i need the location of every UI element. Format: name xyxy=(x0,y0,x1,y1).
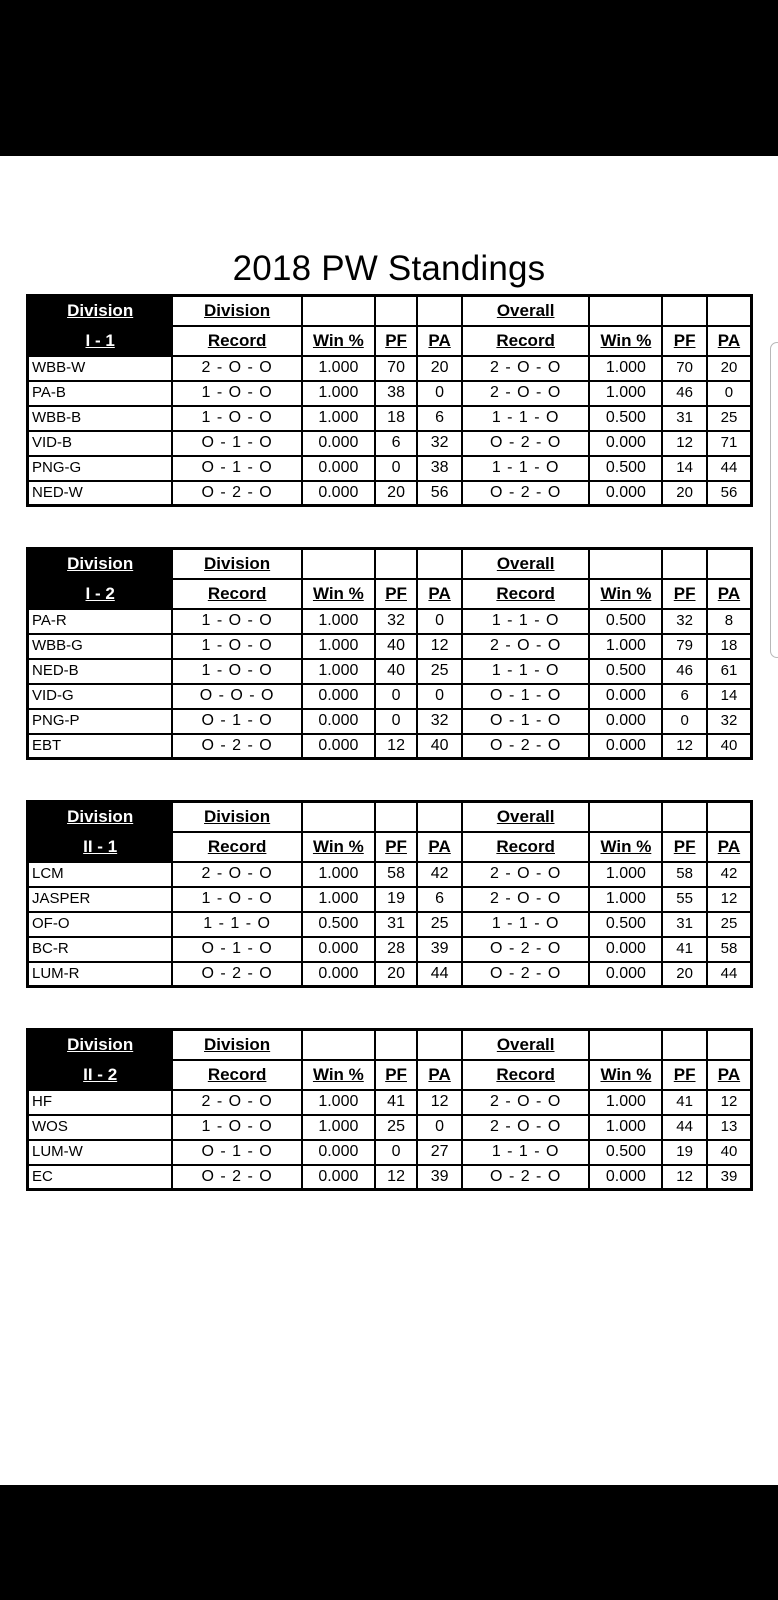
overall-win-pct: 1.000 xyxy=(589,634,662,659)
division-pf: 0 xyxy=(375,456,418,481)
team-name: NED-W xyxy=(28,481,173,506)
division-pa: 20 xyxy=(417,356,462,381)
overall-win-pct: 1.000 xyxy=(589,887,662,912)
overall-pf: 19 xyxy=(662,1140,707,1165)
overall-group-header: Overall xyxy=(462,296,590,326)
overall-group-header: Overall xyxy=(462,1030,590,1060)
overall-pa: 56 xyxy=(707,481,752,506)
header-blank xyxy=(707,802,752,832)
overall-group-header: Overall xyxy=(462,802,590,832)
division-pf: 28 xyxy=(375,937,418,962)
division-win-pct: 1.000 xyxy=(302,381,375,406)
division-pa: 6 xyxy=(417,887,462,912)
division-record: 1 - O - O xyxy=(172,1115,302,1140)
division-win-pct: 0.000 xyxy=(302,684,375,709)
division-pa: 6 xyxy=(417,406,462,431)
division-label-line1: Division xyxy=(28,549,173,579)
team-row xyxy=(28,481,752,506)
overall-pf: 20 xyxy=(662,962,707,987)
header-blank xyxy=(589,549,662,579)
header-blank xyxy=(707,296,752,326)
division-pa: 0 xyxy=(417,381,462,406)
team-row xyxy=(28,734,752,759)
division-pa: 32 xyxy=(417,709,462,734)
overall-pf: 31 xyxy=(662,912,707,937)
team-row xyxy=(28,634,752,659)
overall-pf: 58 xyxy=(662,862,707,887)
team-row xyxy=(28,406,752,431)
col-header-overall-win-pct: Win % xyxy=(589,579,662,609)
col-header-overall-win-pct: Win % xyxy=(589,326,662,356)
col-header-division-win-pct: Win % xyxy=(302,832,375,862)
team-row xyxy=(28,1090,752,1115)
header-row-columns xyxy=(28,1060,752,1090)
division-group-header: Division xyxy=(172,296,302,326)
col-header-division-pf: PF xyxy=(375,579,418,609)
header-row-columns xyxy=(28,579,752,609)
col-header-overall-pa: PA xyxy=(707,326,752,356)
header-blank xyxy=(589,1030,662,1060)
overall-pf: 12 xyxy=(662,1165,707,1190)
col-header-division-win-pct: Win % xyxy=(302,326,375,356)
overall-pa: 42 xyxy=(707,862,752,887)
division-win-pct: 0.000 xyxy=(302,734,375,759)
team-name: NED-B xyxy=(28,659,173,684)
division-pa: 12 xyxy=(417,1090,462,1115)
col-header-division-pa: PA xyxy=(417,326,462,356)
team-row xyxy=(28,659,752,684)
header-blank xyxy=(375,296,418,326)
overall-record: O - 2 - O xyxy=(462,962,590,987)
header-row-top xyxy=(28,1030,752,1060)
team-name: PNG-G xyxy=(28,456,173,481)
overall-pa: 44 xyxy=(707,962,752,987)
division-group-header: Division xyxy=(172,802,302,832)
division-win-pct: 0.000 xyxy=(302,481,375,506)
header-row-columns xyxy=(28,832,752,862)
division-group-header: Division xyxy=(172,1030,302,1060)
col-header-division-pf: PF xyxy=(375,832,418,862)
overall-record: O - 1 - O xyxy=(462,709,590,734)
col-header-division-pa: PA xyxy=(417,1060,462,1090)
overall-pf: 20 xyxy=(662,481,707,506)
division-pf: 6 xyxy=(375,431,418,456)
team-name: WBB-W xyxy=(28,356,173,381)
overall-win-pct: 0.500 xyxy=(589,609,662,634)
team-name: HF xyxy=(28,1090,173,1115)
team-name: VID-G xyxy=(28,684,173,709)
col-header-division-pa: PA xyxy=(417,832,462,862)
overall-pa: 44 xyxy=(707,456,752,481)
col-header-overall-record: Record xyxy=(462,579,590,609)
division-label-line2: I - 1 xyxy=(28,326,173,356)
division-pa: 56 xyxy=(417,481,462,506)
team-name: WBB-B xyxy=(28,406,173,431)
team-row xyxy=(28,381,752,406)
division-record: O - O - O xyxy=(172,684,302,709)
team-row xyxy=(28,887,752,912)
division-record: O - 1 - O xyxy=(172,456,302,481)
header-blank xyxy=(302,296,375,326)
division-pf: 12 xyxy=(375,1165,418,1190)
overall-record: 2 - O - O xyxy=(462,1090,590,1115)
team-row xyxy=(28,1140,752,1165)
overall-record: 1 - 1 - O xyxy=(462,659,590,684)
division-pf: 0 xyxy=(375,1140,418,1165)
division-win-pct: 1.000 xyxy=(302,1115,375,1140)
overall-win-pct: 0.000 xyxy=(589,481,662,506)
division-pf: 38 xyxy=(375,381,418,406)
division-record: O - 1 - O xyxy=(172,709,302,734)
col-header-division-win-pct: Win % xyxy=(302,579,375,609)
division-win-pct: 1.000 xyxy=(302,1090,375,1115)
overall-pf: 46 xyxy=(662,659,707,684)
overall-pa: 58 xyxy=(707,937,752,962)
team-row xyxy=(28,609,752,634)
division-pa: 39 xyxy=(417,1165,462,1190)
header-blank xyxy=(589,296,662,326)
overall-pf: 12 xyxy=(662,734,707,759)
team-name: PNG-P xyxy=(28,709,173,734)
team-name: LUM-W xyxy=(28,1140,173,1165)
col-header-overall-record: Record xyxy=(462,1060,590,1090)
overall-pa: 12 xyxy=(707,887,752,912)
overall-pf: 41 xyxy=(662,937,707,962)
col-header-overall-pf: PF xyxy=(662,1060,707,1090)
team-row xyxy=(28,1165,752,1190)
division-record: 1 - O - O xyxy=(172,381,302,406)
overall-record: 1 - 1 - O xyxy=(462,456,590,481)
col-header-overall-pf: PF xyxy=(662,832,707,862)
division-win-pct: 1.000 xyxy=(302,887,375,912)
team-row xyxy=(28,937,752,962)
overall-pa: 13 xyxy=(707,1115,752,1140)
team-row xyxy=(28,431,752,456)
overall-win-pct: 0.000 xyxy=(589,734,662,759)
team-name: LCM xyxy=(28,862,173,887)
header-row-top xyxy=(28,549,752,579)
division-pf: 41 xyxy=(375,1090,418,1115)
division-win-pct: 0.000 xyxy=(302,937,375,962)
team-name: OF-O xyxy=(28,912,173,937)
header-blank xyxy=(417,802,462,832)
header-blank xyxy=(417,549,462,579)
team-name: PA-B xyxy=(28,381,173,406)
overall-pa: 25 xyxy=(707,912,752,937)
division-pa: 0 xyxy=(417,609,462,634)
overall-pa: 40 xyxy=(707,734,752,759)
overall-win-pct: 0.500 xyxy=(589,456,662,481)
division-pf: 31 xyxy=(375,912,418,937)
division-table-ii-1 xyxy=(26,800,753,988)
header-blank xyxy=(375,802,418,832)
header-blank xyxy=(662,1030,707,1060)
header-row-columns xyxy=(28,326,752,356)
col-header-overall-record: Record xyxy=(462,832,590,862)
overall-record: 1 - 1 - O xyxy=(462,609,590,634)
overall-record: O - 2 - O xyxy=(462,1165,590,1190)
col-header-overall-pa: PA xyxy=(707,832,752,862)
overall-win-pct: 0.500 xyxy=(589,659,662,684)
division-win-pct: 1.000 xyxy=(302,406,375,431)
division-record: O - 2 - O xyxy=(172,962,302,987)
header-blank xyxy=(302,1030,375,1060)
division-win-pct: 0.000 xyxy=(302,962,375,987)
division-pa: 42 xyxy=(417,862,462,887)
overall-pa: 12 xyxy=(707,1090,752,1115)
overall-win-pct: 0.000 xyxy=(589,937,662,962)
header-blank xyxy=(375,1030,418,1060)
division-table-i-2 xyxy=(26,547,753,760)
division-pf: 32 xyxy=(375,609,418,634)
overall-pa: 71 xyxy=(707,431,752,456)
team-name: BC-R xyxy=(28,937,173,962)
division-pf: 40 xyxy=(375,659,418,684)
overall-win-pct: 1.000 xyxy=(589,1115,662,1140)
overall-record: 2 - O - O xyxy=(462,862,590,887)
division-record: O - 2 - O xyxy=(172,481,302,506)
header-blank xyxy=(375,549,418,579)
division-pa: 0 xyxy=(417,684,462,709)
division-pa: 39 xyxy=(417,937,462,962)
col-header-division-record: Record xyxy=(172,832,302,862)
overall-win-pct: 0.500 xyxy=(589,406,662,431)
overall-pa: 61 xyxy=(707,659,752,684)
division-pa: 38 xyxy=(417,456,462,481)
overall-win-pct: 1.000 xyxy=(589,1090,662,1115)
division-pa: 27 xyxy=(417,1140,462,1165)
top-black-bar xyxy=(0,0,778,156)
division-pf: 18 xyxy=(375,406,418,431)
overall-record: 2 - O - O xyxy=(462,634,590,659)
division-record: 1 - O - O xyxy=(172,406,302,431)
header-row-top xyxy=(28,296,752,326)
division-record: O - 1 - O xyxy=(172,431,302,456)
division-win-pct: 0.000 xyxy=(302,431,375,456)
division-record: O - 1 - O xyxy=(172,1140,302,1165)
overall-pf: 12 xyxy=(662,431,707,456)
division-pa: 40 xyxy=(417,734,462,759)
division-pf: 58 xyxy=(375,862,418,887)
overall-win-pct: 1.000 xyxy=(589,381,662,406)
col-header-division-win-pct: Win % xyxy=(302,1060,375,1090)
division-record: 1 - 1 - O xyxy=(172,912,302,937)
division-record: O - 1 - O xyxy=(172,937,302,962)
division-win-pct: 1.000 xyxy=(302,659,375,684)
overall-record: O - 2 - O xyxy=(462,734,590,759)
division-label-line2: II - 2 xyxy=(28,1060,173,1090)
team-name: VID-B xyxy=(28,431,173,456)
team-row xyxy=(28,684,752,709)
overall-pf: 79 xyxy=(662,634,707,659)
division-label-line1: Division xyxy=(28,296,173,326)
division-record: 2 - O - O xyxy=(172,1090,302,1115)
overall-pf: 32 xyxy=(662,609,707,634)
col-header-overall-record: Record xyxy=(462,326,590,356)
header-blank xyxy=(707,549,752,579)
overall-win-pct: 0.000 xyxy=(589,431,662,456)
overall-win-pct: 0.000 xyxy=(589,709,662,734)
col-header-overall-pf: PF xyxy=(662,579,707,609)
division-table-i-1 xyxy=(26,294,753,507)
overall-win-pct: 0.000 xyxy=(589,684,662,709)
col-header-division-pf: PF xyxy=(375,1060,418,1090)
overall-record: 1 - 1 - O xyxy=(462,912,590,937)
page-title: 2018 PW Standings xyxy=(232,249,546,288)
division-win-pct: 0.000 xyxy=(302,709,375,734)
overall-pf: 70 xyxy=(662,356,707,381)
team-name: JASPER xyxy=(28,887,173,912)
division-pa: 0 xyxy=(417,1115,462,1140)
team-row xyxy=(28,456,752,481)
overall-pf: 44 xyxy=(662,1115,707,1140)
division-pf: 25 xyxy=(375,1115,418,1140)
overall-record: 1 - 1 - O xyxy=(462,1140,590,1165)
overall-pa: 25 xyxy=(707,406,752,431)
division-pa: 12 xyxy=(417,634,462,659)
col-header-overall-pf: PF xyxy=(662,326,707,356)
overall-pf: 41 xyxy=(662,1090,707,1115)
overall-record: 2 - O - O xyxy=(462,887,590,912)
overall-win-pct: 0.000 xyxy=(589,1165,662,1190)
overall-pa: 40 xyxy=(707,1140,752,1165)
team-row xyxy=(28,356,752,381)
overall-pa: 39 xyxy=(707,1165,752,1190)
division-pf: 40 xyxy=(375,634,418,659)
col-header-division-pf: PF xyxy=(375,326,418,356)
team-row xyxy=(28,862,752,887)
overall-record: O - 2 - O xyxy=(462,481,590,506)
division-win-pct: 0.000 xyxy=(302,456,375,481)
division-record: 1 - O - O xyxy=(172,634,302,659)
overall-record: 1 - 1 - O xyxy=(462,406,590,431)
team-row xyxy=(28,912,752,937)
division-record: 1 - O - O xyxy=(172,609,302,634)
team-name: PA-R xyxy=(28,609,173,634)
team-name: LUM-R xyxy=(28,962,173,987)
overall-record: 2 - O - O xyxy=(462,1115,590,1140)
overall-group-header: Overall xyxy=(462,549,590,579)
division-record: 1 - O - O xyxy=(172,659,302,684)
bottom-black-bar xyxy=(0,1485,778,1600)
division-pa: 32 xyxy=(417,431,462,456)
division-pa: 44 xyxy=(417,962,462,987)
header-blank xyxy=(707,1030,752,1060)
col-header-overall-win-pct: Win % xyxy=(589,832,662,862)
team-name: WBB-G xyxy=(28,634,173,659)
overall-record: O - 1 - O xyxy=(462,684,590,709)
division-win-pct: 0.500 xyxy=(302,912,375,937)
division-pf: 19 xyxy=(375,887,418,912)
division-pf: 0 xyxy=(375,684,418,709)
division-pf: 70 xyxy=(375,356,418,381)
header-blank xyxy=(302,802,375,832)
division-record: 2 - O - O xyxy=(172,356,302,381)
overall-pf: 46 xyxy=(662,381,707,406)
team-name: EBT xyxy=(28,734,173,759)
team-name: EC xyxy=(28,1165,173,1190)
division-pf: 20 xyxy=(375,962,418,987)
overall-record: O - 2 - O xyxy=(462,937,590,962)
division-win-pct: 0.000 xyxy=(302,1140,375,1165)
overall-pa: 18 xyxy=(707,634,752,659)
division-pf: 20 xyxy=(375,481,418,506)
header-row-top xyxy=(28,802,752,832)
overall-pa: 8 xyxy=(707,609,752,634)
col-header-overall-pa: PA xyxy=(707,579,752,609)
division-table-ii-2 xyxy=(26,1028,753,1191)
division-record: O - 2 - O xyxy=(172,1165,302,1190)
division-win-pct: 1.000 xyxy=(302,356,375,381)
team-row xyxy=(28,1115,752,1140)
overall-pf: 31 xyxy=(662,406,707,431)
division-pa: 25 xyxy=(417,912,462,937)
team-row xyxy=(28,962,752,987)
overall-pf: 55 xyxy=(662,887,707,912)
division-pf: 0 xyxy=(375,709,418,734)
team-row xyxy=(28,709,752,734)
overall-pf: 0 xyxy=(662,709,707,734)
col-header-division-record: Record xyxy=(172,579,302,609)
header-blank xyxy=(302,549,375,579)
col-header-division-pa: PA xyxy=(417,579,462,609)
overall-pa: 0 xyxy=(707,381,752,406)
header-blank xyxy=(589,802,662,832)
overall-record: O - 2 - O xyxy=(462,431,590,456)
overall-record: 2 - O - O xyxy=(462,381,590,406)
division-group-header: Division xyxy=(172,549,302,579)
scroll-indicator[interactable] xyxy=(770,342,778,658)
division-record: O - 2 - O xyxy=(172,734,302,759)
overall-win-pct: 0.500 xyxy=(589,1140,662,1165)
col-header-overall-win-pct: Win % xyxy=(589,1060,662,1090)
overall-win-pct: 0.500 xyxy=(589,912,662,937)
division-win-pct: 1.000 xyxy=(302,609,375,634)
header-blank xyxy=(662,802,707,832)
division-win-pct: 0.000 xyxy=(302,1165,375,1190)
overall-pa: 20 xyxy=(707,356,752,381)
overall-win-pct: 1.000 xyxy=(589,862,662,887)
division-record: 1 - O - O xyxy=(172,887,302,912)
division-record: 2 - O - O xyxy=(172,862,302,887)
header-blank xyxy=(417,296,462,326)
division-pa: 25 xyxy=(417,659,462,684)
overall-win-pct: 0.000 xyxy=(589,962,662,987)
division-label-line2: I - 2 xyxy=(28,579,173,609)
division-label-line1: Division xyxy=(28,1030,173,1060)
overall-pa: 14 xyxy=(707,684,752,709)
col-header-division-record: Record xyxy=(172,326,302,356)
team-name: WOS xyxy=(28,1115,173,1140)
division-label-line2: II - 1 xyxy=(28,832,173,862)
overall-win-pct: 1.000 xyxy=(589,356,662,381)
col-header-overall-pa: PA xyxy=(707,1060,752,1090)
division-pf: 12 xyxy=(375,734,418,759)
division-win-pct: 1.000 xyxy=(302,634,375,659)
header-blank xyxy=(662,549,707,579)
division-win-pct: 1.000 xyxy=(302,862,375,887)
header-blank xyxy=(417,1030,462,1060)
overall-pf: 6 xyxy=(662,684,707,709)
overall-record: 2 - O - O xyxy=(462,356,590,381)
header-blank xyxy=(662,296,707,326)
col-header-division-record: Record xyxy=(172,1060,302,1090)
overall-pa: 32 xyxy=(707,709,752,734)
division-label-line1: Division xyxy=(28,802,173,832)
overall-pf: 14 xyxy=(662,456,707,481)
